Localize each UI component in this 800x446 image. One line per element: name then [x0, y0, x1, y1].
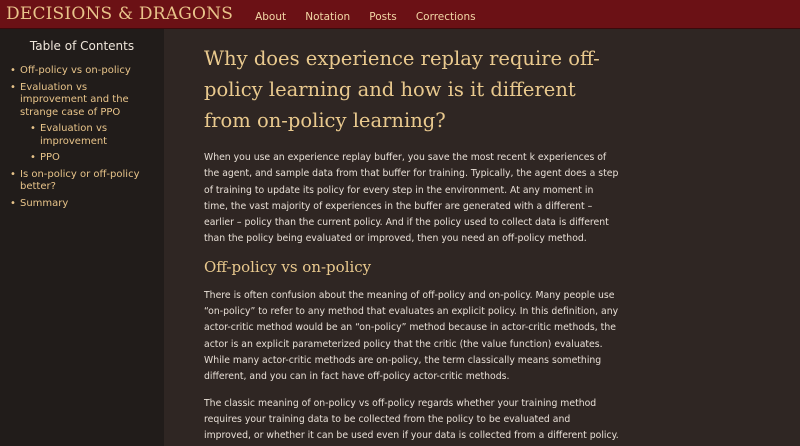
toc-subitem-ppo[interactable]: • PPO — [0, 152, 164, 165]
section-heading-off-vs-on-policy: Off-policy vs on-policy — [204, 257, 372, 276]
toc-item-which-is-better[interactable]: • Is on-policy or off-policy better? — [0, 169, 164, 194]
toc-subitem-evaluation-vs-improvement[interactable]: • Evaluation vs improvement — [0, 123, 164, 148]
table-of-contents — [0, 29, 164, 446]
toc-item-evaluation-vs-improvement-ppo[interactable]: • Evaluation vs improvement and the strange case of PPO — [0, 82, 164, 120]
toc-list — [0, 65, 164, 210]
article-title: Why does experience replay require off-policy learning and how is it different from on-policy learning? — [204, 47, 600, 132]
toc-item-off-vs-on-policy[interactable]: • Off-policy vs on-policy — [0, 65, 164, 78]
nav-about[interactable]: About — [255, 10, 287, 23]
main-nav — [255, 5, 490, 24]
site-logo[interactable]: DECISIONS & DRAGONS — [6, 4, 234, 24]
top-navbar — [0, 0, 800, 29]
section-paragraph-2: The classic meaning of on-policy vs off-policy regards whether your training method requires your training data to be collected from the policy to be evaluated and improved, or whether it can be used even if your data is collected from a different policy. — [204, 397, 619, 442]
nav-corrections[interactable]: Corrections — [415, 10, 476, 23]
article-content — [204, 43, 620, 444]
toc-item-summary[interactable]: • Summary — [0, 198, 164, 211]
toc-title: Table of Contents — [29, 39, 135, 53]
intro-paragraph: When you use an experience replay buffer, you save the most recent k experiences of the agent, and sample data from that buffer for training. Typically, the agent does a step of training to update its policy for every step in the environment. At any moment in time, the vast majority of experiences in the buffer are generated with a different – earlier – policy than the current policy. And if the policy used to collect data is different than the policy being evaluated or improved, then you need an off-policy method. — [204, 152, 619, 245]
article-main — [164, 29, 800, 446]
section-paragraph-1: There is often confusion about the meaning of off-policy and on-policy. Many people use “on-policy” to refer to any method that evaluates an explicit policy. In this definition, any actor-critic method would be an “on-policy” method because in actor-critic methods, the actor is an explicit parameterized policy that the critic (the value function) evaluates. While many actor-critic methods are on-policy, the term classically means something different, and you can in fact have off-policy actor-critic methods. — [204, 289, 619, 383]
nav-posts[interactable]: Posts — [369, 10, 397, 23]
nav-notation[interactable]: Notation — [305, 10, 351, 23]
